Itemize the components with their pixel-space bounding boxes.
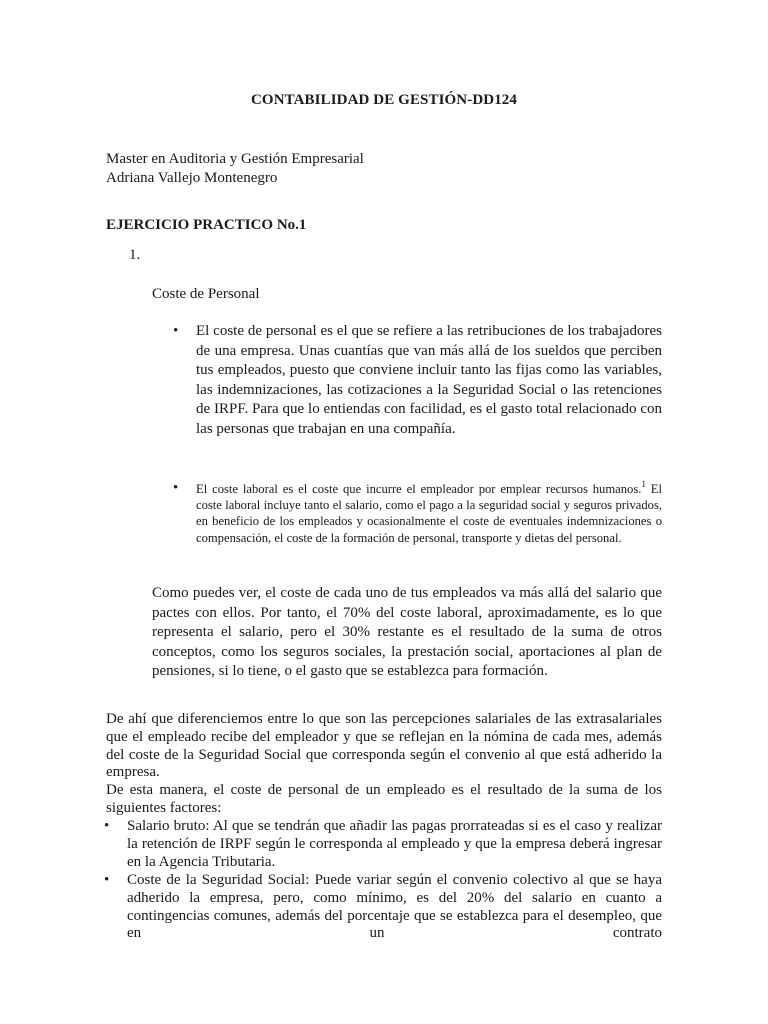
- author-name: Adriana Vallejo Montenegro: [106, 170, 278, 186]
- program-name: Master en Auditoria y Gestión Empresarial: [106, 151, 364, 167]
- bullet-paragraph-coste-personal: El coste de personal es el que se refiere a las retribuciones de los trabajadores de una empresa. Unas cuantías que van más allá de los sueldos que perciben tus empleados, puesto que conviene incluir tanto las fijas como las variables, las indemnizaciones, las cotizaciones a la Seguridad Social o las retenciones de IRPF. Para que lo entiendas con facilidad, es el gasto total relacionado con las personas que trabajan en una compañía.: [196, 323, 662, 437]
- bullet-marker: •: [104, 818, 110, 834]
- document-title: CONTABILIDAD DE GESTIÓN-DD124: [251, 92, 517, 108]
- bullet-paragraph-text: El coste laboral incluye tanto el salario, como el pago a la seguridad social y seguros privados, en beneficio de los empleados y ocasionalmente el coste de eventuales indemnizaciones o compensación, el coste de la formación de personal, transporte y dietas del personal.: [196, 482, 662, 545]
- bullet-marker: •: [173, 480, 179, 496]
- paragraph-coste-empleados: Como puedes ver, el coste de cada uno de tus empleados va más allá del salario que pactes con ellos. Por tanto, el 70% del coste laboral, aproximadamente, es lo que representa el salario, pero el 30% restante es el resultado de la suma de otros conceptos, como los seguros sociales, la prestación social, aportaciones al plan de pensiones, si lo tiene, o el gasto que se establezca para formación.: [152, 585, 662, 680]
- paragraph-percepciones: De ahí que diferenciemos entre lo que son las percepciones salariales de las extrasalariales que el empleado recibe del empleador y que se reflejan en la nómina de cada mes, además del coste de la Seguridad Social que corresponda según el convenio al que está adherido la empresa.: [106, 711, 662, 781]
- footnote-reference[interactable]: 1: [641, 478, 646, 489]
- exercise-heading: EJERCICIO PRACTICO No.1: [106, 217, 307, 233]
- list-item-salario-bruto: Salario bruto: Al que se tendrán que añadir las pagas prorrateadas si es el caso y realizar la retención de IRPF según le corresponda al empleado y que la empresa deberá ingresar en la Agencia Tributaria.: [127, 818, 662, 870]
- paragraph-factores: De esta manera, el coste de personal de un empleado es el resultado de la suma de los siguientes factores:: [106, 782, 662, 816]
- bullet-paragraph-text: El coste laboral es el coste que incurre el empleador por emplear recursos humanos.: [196, 482, 642, 496]
- bullet-marker: •: [104, 872, 110, 888]
- section-subheading: Coste de Personal: [152, 286, 260, 302]
- list-item-seguridad-social: Coste de la Seguridad Social: Puede variar según el convenio colectivo al que se haya adherido la empresa, pero, como mínimo, es del 20% del salario en cuanto a contingencias comunes, además del porcentaje que se establezca para el desempleo, que en un contrato: [127, 872, 662, 942]
- bullet-paragraph-coste-laboral: [196, 478, 662, 546]
- item-number: 1.: [129, 247, 141, 263]
- bullet-marker: •: [173, 323, 179, 339]
